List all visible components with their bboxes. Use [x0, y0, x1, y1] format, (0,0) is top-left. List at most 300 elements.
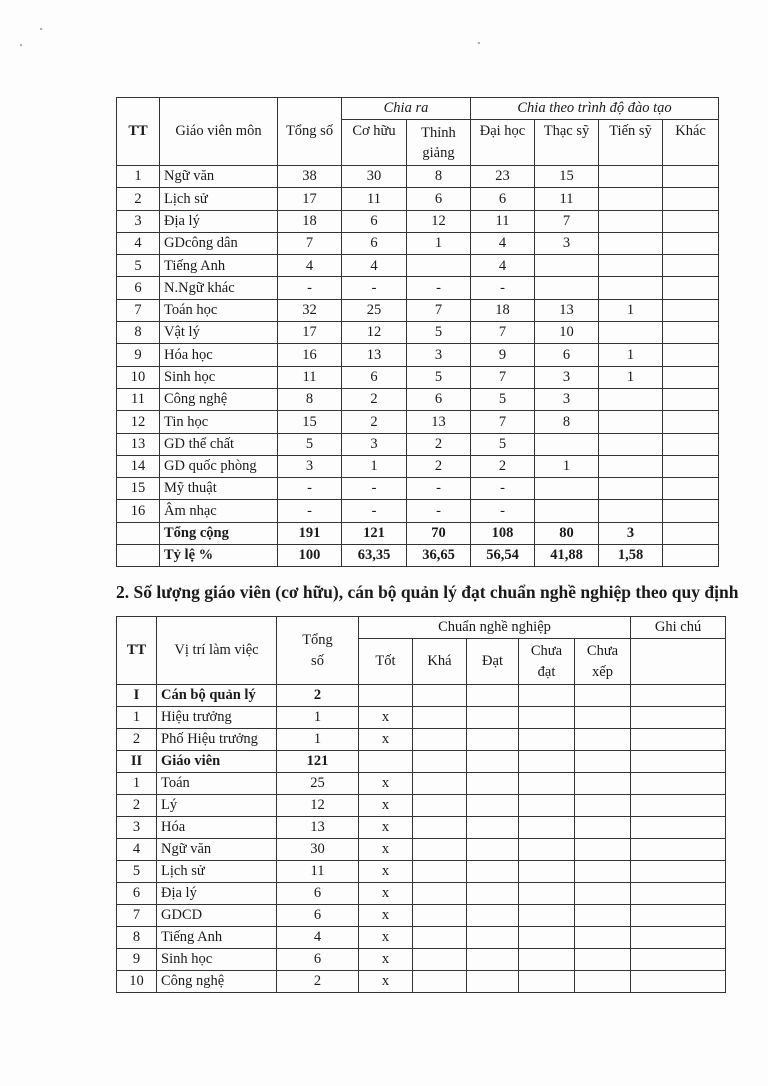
cell-not-pass — [519, 971, 575, 993]
cell-visiting: 3 — [407, 344, 471, 366]
cell-note — [631, 905, 726, 927]
cell-unrated — [575, 861, 631, 883]
cell-tt: 14 — [117, 455, 160, 477]
cell-total: - — [278, 478, 342, 500]
cell-not-pass — [519, 839, 575, 861]
cell-visiting: - — [407, 277, 471, 299]
cell-position: Lịch sử — [157, 861, 277, 883]
cell-doctor — [599, 411, 663, 433]
cell-position: Toán — [157, 773, 277, 795]
header-not-pass-line1: Chưa — [530, 643, 563, 660]
cell-other — [663, 455, 719, 477]
cell-good: x — [359, 949, 413, 971]
cell-not-pass — [519, 773, 575, 795]
cell-bachelor: - — [471, 500, 535, 522]
cell-position: Cán bộ quản lý — [157, 685, 277, 707]
cell-note — [631, 729, 726, 751]
cell-total: 8 — [278, 388, 342, 410]
cell-visiting: 36,65 — [407, 545, 471, 567]
table-row — [117, 411, 719, 433]
cell-other — [663, 522, 719, 544]
table-row — [117, 478, 719, 500]
cell-position: Sinh học — [157, 949, 277, 971]
cell-visiting: - — [407, 478, 471, 500]
cell-pass — [467, 751, 519, 773]
cell-other — [663, 366, 719, 388]
table-row — [117, 277, 719, 299]
table1-header — [117, 98, 719, 166]
cell-permanent: 6 — [342, 210, 407, 232]
cell-bachelor: 6 — [471, 188, 535, 210]
cell-permanent: 63,35 — [342, 545, 407, 567]
table2-body — [117, 685, 726, 993]
cell-visiting: 8 — [407, 166, 471, 188]
cell-pass — [467, 707, 519, 729]
cell-fair — [413, 905, 467, 927]
cell-note — [631, 971, 726, 993]
cell-total: 30 — [277, 839, 359, 861]
cell-position: Tiếng Anh — [157, 927, 277, 949]
cell-tt: 2 — [117, 795, 157, 817]
cell-other — [663, 411, 719, 433]
cell-doctor: 3 — [599, 522, 663, 544]
cell-unrated — [575, 751, 631, 773]
header-master: Thạc sỹ — [535, 120, 599, 166]
cell-total: 2 — [277, 971, 359, 993]
cell-subject: Tiếng Anh — [160, 255, 278, 277]
table-row — [117, 366, 719, 388]
cell-tt: 6 — [117, 883, 157, 905]
cell-not-pass — [519, 883, 575, 905]
cell-bachelor: 2 — [471, 455, 535, 477]
cell-position: Giáo viên — [157, 751, 277, 773]
cell-permanent: 2 — [342, 411, 407, 433]
table-row — [117, 500, 719, 522]
cell-good — [359, 751, 413, 773]
cell-good: x — [359, 883, 413, 905]
cell-master: 3 — [535, 388, 599, 410]
header-note-blank — [631, 639, 726, 685]
cell-visiting: 7 — [407, 299, 471, 321]
cell-permanent: 25 — [342, 299, 407, 321]
cell-subject: Tỷ lệ % — [160, 545, 278, 567]
cell-master — [535, 433, 599, 455]
cell-tt: 3 — [117, 210, 160, 232]
cell-position: GDCD — [157, 905, 277, 927]
cell-pass — [467, 861, 519, 883]
cell-pass — [467, 773, 519, 795]
cell-other — [663, 255, 719, 277]
cell-note — [631, 795, 726, 817]
cell-fair — [413, 685, 467, 707]
cell-tt: 5 — [117, 255, 160, 277]
cell-permanent: 13 — [342, 344, 407, 366]
cell-good: x — [359, 861, 413, 883]
header-pass: Đạt — [467, 639, 519, 685]
header-total-line2: số — [311, 652, 324, 669]
cell-subject: Toán học — [160, 299, 278, 321]
cell-bachelor: 7 — [471, 322, 535, 344]
cell-other — [663, 478, 719, 500]
header-visiting-line2: giảng — [422, 145, 455, 162]
table-row — [117, 166, 719, 188]
cell-fair — [413, 861, 467, 883]
header-note: Ghi chú — [631, 617, 726, 639]
cell-visiting: - — [407, 500, 471, 522]
cell-unrated — [575, 927, 631, 949]
group-row — [117, 751, 726, 773]
cell-tt: 13 — [117, 433, 160, 455]
header-tt: TT — [117, 98, 160, 166]
cell-total: 2 — [277, 685, 359, 707]
cell-position: Ngữ văn — [157, 839, 277, 861]
cell-tt — [117, 522, 160, 544]
cell-not-pass — [519, 751, 575, 773]
cell-fair — [413, 971, 467, 993]
cell-subject: GD thể chất — [160, 433, 278, 455]
table-row — [117, 232, 719, 254]
cell-tt: 2 — [117, 188, 160, 210]
table2-header — [117, 617, 726, 685]
cell-total: 4 — [278, 255, 342, 277]
cell-unrated — [575, 905, 631, 927]
cell-subject: Âm nhạc — [160, 500, 278, 522]
cell-total: 13 — [277, 817, 359, 839]
cell-total: 1 — [277, 729, 359, 751]
header-visiting — [407, 120, 471, 166]
cell-subject: Lịch sử — [160, 188, 278, 210]
cell-master — [535, 500, 599, 522]
professional-standard-table — [116, 616, 726, 993]
cell-permanent: - — [342, 277, 407, 299]
cell-good: x — [359, 707, 413, 729]
cell-pass — [467, 817, 519, 839]
header-group-standard: Chuẩn nghề nghiệp — [359, 617, 631, 639]
table-row — [117, 773, 726, 795]
header-not-pass-line2: đạt — [537, 663, 556, 680]
cell-pass — [467, 905, 519, 927]
cell-visiting: 6 — [407, 188, 471, 210]
cell-bachelor: 56,54 — [471, 545, 535, 567]
cell-total: 6 — [277, 905, 359, 927]
cell-unrated — [575, 817, 631, 839]
cell-bachelor: 5 — [471, 433, 535, 455]
header-subject: Giáo viên môn — [160, 98, 278, 166]
cell-note — [631, 817, 726, 839]
cell-visiting — [407, 255, 471, 277]
section-2-title: 2. Số lượng giáo viên (cơ hữu), cán bộ quản lý đạt chuẩn nghề nghiệp theo quy định — [116, 582, 739, 602]
cell-tt: 9 — [117, 949, 157, 971]
cell-doctor — [599, 322, 663, 344]
cell-master: 8 — [535, 411, 599, 433]
cell-pass — [467, 685, 519, 707]
cell-total: 15 — [278, 411, 342, 433]
header-bachelor: Đại học — [471, 120, 535, 166]
cell-doctor: 1 — [599, 299, 663, 321]
cell-permanent: 3 — [342, 433, 407, 455]
cell-pass — [467, 839, 519, 861]
cell-not-pass — [519, 685, 575, 707]
cell-permanent: 6 — [342, 232, 407, 254]
cell-note — [631, 949, 726, 971]
cell-permanent: 121 — [342, 522, 407, 544]
cell-permanent: 4 — [342, 255, 407, 277]
cell-tt: 4 — [117, 839, 157, 861]
cell-permanent: 11 — [342, 188, 407, 210]
cell-position: Lý — [157, 795, 277, 817]
cell-bachelor: 18 — [471, 299, 535, 321]
cell-total: 38 — [278, 166, 342, 188]
cell-permanent: - — [342, 478, 407, 500]
table-row — [117, 344, 719, 366]
table-row — [117, 455, 719, 477]
cell-position: Hóa — [157, 817, 277, 839]
cell-pass — [467, 883, 519, 905]
header-unrated-line2: xếp — [592, 663, 613, 680]
table-row — [117, 817, 726, 839]
cell-fair — [413, 751, 467, 773]
cell-doctor — [599, 277, 663, 299]
cell-fair — [413, 773, 467, 795]
cell-pass — [467, 971, 519, 993]
cell-master: 10 — [535, 322, 599, 344]
header-good: Tốt — [359, 639, 413, 685]
cell-bachelor: 7 — [471, 366, 535, 388]
cell-doctor — [599, 232, 663, 254]
cell-subject: GDcông dân — [160, 232, 278, 254]
cell-tt: 3 — [117, 817, 157, 839]
cell-total: 1 — [277, 707, 359, 729]
cell-other — [663, 210, 719, 232]
cell-visiting: 5 — [407, 366, 471, 388]
table1-body — [117, 166, 719, 567]
cell-tt: 7 — [117, 299, 160, 321]
cell-tt: 4 — [117, 232, 160, 254]
cell-total: 17 — [278, 188, 342, 210]
cell-bachelor: 7 — [471, 411, 535, 433]
cell-position: Phố Hiệu trưởng — [157, 729, 277, 751]
cell-subject: Mỹ thuật — [160, 478, 278, 500]
cell-subject: Công nghệ — [160, 388, 278, 410]
cell-total: 12 — [277, 795, 359, 817]
cell-tt: 8 — [117, 927, 157, 949]
cell-tt: 10 — [117, 971, 157, 993]
cell-doctor: 1 — [599, 366, 663, 388]
percent-row — [117, 545, 719, 567]
header-other: Khác — [663, 120, 719, 166]
cell-visiting: 2 — [407, 433, 471, 455]
cell-visiting: 2 — [407, 455, 471, 477]
cell-tt: 12 — [117, 411, 160, 433]
cell-tt: 11 — [117, 388, 160, 410]
cell-good: x — [359, 927, 413, 949]
cell-tt: 5 — [117, 861, 157, 883]
cell-tt: 15 — [117, 478, 160, 500]
cell-bachelor: 23 — [471, 166, 535, 188]
cell-subject: Tin học — [160, 411, 278, 433]
cell-other — [663, 344, 719, 366]
cell-other — [663, 166, 719, 188]
cell-visiting: 5 — [407, 322, 471, 344]
cell-doctor: 1,58 — [599, 545, 663, 567]
cell-total: - — [278, 277, 342, 299]
cell-visiting: 13 — [407, 411, 471, 433]
cell-subject: Sinh học — [160, 366, 278, 388]
cell-visiting: 1 — [407, 232, 471, 254]
cell-fair — [413, 883, 467, 905]
cell-total: 16 — [278, 344, 342, 366]
cell-total: 100 — [278, 545, 342, 567]
cell-other — [663, 277, 719, 299]
cell-fair — [413, 927, 467, 949]
cell-total: 4 — [277, 927, 359, 949]
cell-note — [631, 861, 726, 883]
header-visiting-line1: Thỉnh — [421, 125, 456, 141]
cell-master: 3 — [535, 366, 599, 388]
cell-master: 7 — [535, 210, 599, 232]
table-row — [117, 949, 726, 971]
scan-speck — [20, 44, 22, 46]
cell-other — [663, 433, 719, 455]
table-row — [117, 861, 726, 883]
cell-fair — [413, 839, 467, 861]
table-row — [117, 971, 726, 993]
cell-good: x — [359, 971, 413, 993]
cell-fair — [413, 949, 467, 971]
cell-not-pass — [519, 795, 575, 817]
cell-good: x — [359, 839, 413, 861]
cell-bachelor: - — [471, 277, 535, 299]
table-row — [117, 927, 726, 949]
cell-pass — [467, 795, 519, 817]
cell-tt: 10 — [117, 366, 160, 388]
cell-permanent: - — [342, 500, 407, 522]
cell-good: x — [359, 905, 413, 927]
cell-not-pass — [519, 927, 575, 949]
cell-doctor — [599, 478, 663, 500]
cell-unrated — [575, 883, 631, 905]
table-row — [117, 905, 726, 927]
cell-total: 6 — [277, 883, 359, 905]
cell-total: 18 — [278, 210, 342, 232]
cell-bachelor: 4 — [471, 255, 535, 277]
cell-total: 11 — [277, 861, 359, 883]
cell-unrated — [575, 773, 631, 795]
cell-visiting: 6 — [407, 388, 471, 410]
table-row — [117, 299, 719, 321]
cell-visiting: 12 — [407, 210, 471, 232]
header-unrated-line1: Chưa — [586, 643, 619, 660]
cell-doctor — [599, 455, 663, 477]
cell-total: 11 — [278, 366, 342, 388]
cell-subject: Vật lý — [160, 322, 278, 344]
header-tt: TT — [117, 617, 157, 685]
cell-other — [663, 545, 719, 567]
cell-bachelor: 5 — [471, 388, 535, 410]
cell-tt: I — [117, 685, 157, 707]
cell-good: x — [359, 795, 413, 817]
cell-permanent: 30 — [342, 166, 407, 188]
cell-note — [631, 751, 726, 773]
cell-other — [663, 188, 719, 210]
cell-fair — [413, 817, 467, 839]
cell-master — [535, 277, 599, 299]
cell-master: 11 — [535, 188, 599, 210]
header-total — [277, 617, 359, 685]
cell-not-pass — [519, 707, 575, 729]
header-unrated — [575, 639, 631, 685]
cell-total: 32 — [278, 299, 342, 321]
table-row — [117, 433, 719, 455]
cell-fair — [413, 707, 467, 729]
header-total-line1: Tổng — [302, 632, 333, 649]
group-row — [117, 685, 726, 707]
header-not-pass — [519, 639, 575, 685]
cell-master: 80 — [535, 522, 599, 544]
cell-doctor — [599, 388, 663, 410]
table-row — [117, 707, 726, 729]
cell-doctor — [599, 210, 663, 232]
cell-tt: 16 — [117, 500, 160, 522]
cell-subject: GD quốc phòng — [160, 455, 278, 477]
cell-other — [663, 388, 719, 410]
cell-total: 6 — [277, 949, 359, 971]
table-row — [117, 255, 719, 277]
cell-unrated — [575, 729, 631, 751]
cell-master: 41,88 — [535, 545, 599, 567]
cell-tt: 1 — [117, 166, 160, 188]
cell-master — [535, 255, 599, 277]
cell-other — [663, 232, 719, 254]
scan-speck — [40, 28, 42, 30]
cell-master: 6 — [535, 344, 599, 366]
cell-unrated — [575, 685, 631, 707]
cell-doctor — [599, 433, 663, 455]
cell-note — [631, 773, 726, 795]
cell-bachelor: 4 — [471, 232, 535, 254]
table-row — [117, 188, 719, 210]
cell-total: 3 — [278, 455, 342, 477]
cell-good: x — [359, 817, 413, 839]
cell-unrated — [575, 839, 631, 861]
cell-pass — [467, 949, 519, 971]
cell-good: x — [359, 729, 413, 751]
cell-doctor — [599, 500, 663, 522]
cell-subject: Tổng cộng — [160, 522, 278, 544]
cell-tt — [117, 545, 160, 567]
cell-total: 121 — [277, 751, 359, 773]
header-group-split: Chia ra — [342, 98, 471, 120]
cell-bachelor: 11 — [471, 210, 535, 232]
cell-unrated — [575, 971, 631, 993]
header-fair: Khá — [413, 639, 467, 685]
cell-tt: 1 — [117, 707, 157, 729]
table-row — [117, 210, 719, 232]
table-row — [117, 388, 719, 410]
cell-visiting: 70 — [407, 522, 471, 544]
cell-not-pass — [519, 861, 575, 883]
cell-tt: 9 — [117, 344, 160, 366]
cell-not-pass — [519, 949, 575, 971]
cell-permanent: 2 — [342, 388, 407, 410]
cell-not-pass — [519, 905, 575, 927]
cell-doctor: 1 — [599, 344, 663, 366]
cell-tt: 1 — [117, 773, 157, 795]
table-row — [117, 839, 726, 861]
cell-unrated — [575, 707, 631, 729]
cell-subject: Địa lý — [160, 210, 278, 232]
cell-bachelor: 108 — [471, 522, 535, 544]
